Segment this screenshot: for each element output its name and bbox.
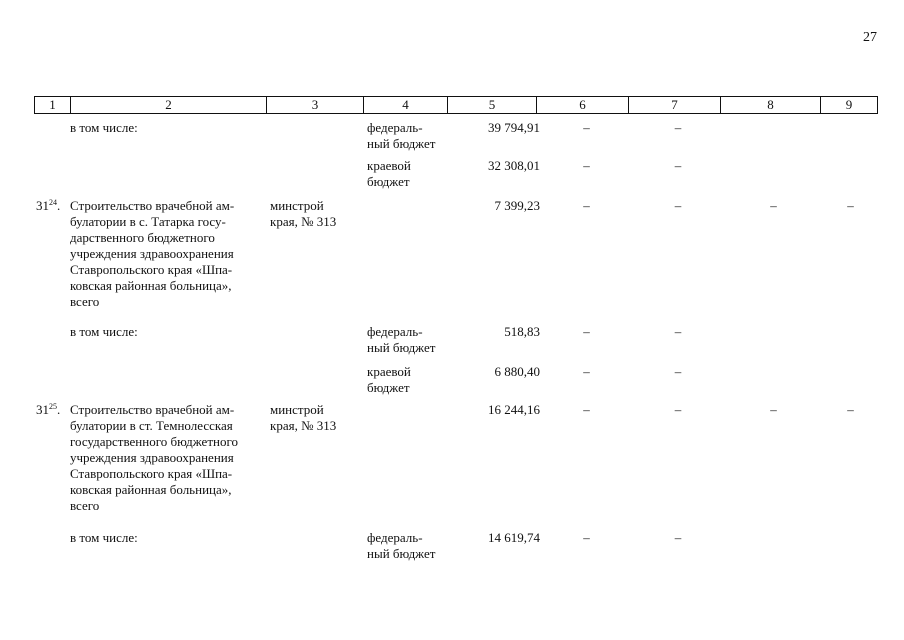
name-line: Строительство врачебной ам-	[70, 402, 235, 417]
amount: 32 308,01	[488, 158, 540, 173]
amount: 518,83	[504, 324, 540, 339]
name-line: ковская районная больница»,	[70, 482, 232, 497]
source-line: краевой	[367, 364, 411, 379]
amount: 6 880,40	[494, 364, 540, 379]
source-line: бюджет	[367, 380, 410, 395]
amount: 39 794,91	[488, 120, 540, 135]
value-c7: –	[674, 530, 682, 545]
header-col-3: 3	[267, 97, 364, 114]
value-c6: –	[583, 120, 590, 135]
value-c6: –	[583, 530, 590, 545]
row-number-dot: .	[57, 402, 61, 417]
amount: 16 244,16	[488, 402, 540, 417]
source-line: бюджет	[367, 174, 410, 189]
name-line: дарственного бюджетного	[70, 230, 215, 245]
item-name	[70, 530, 266, 546]
header-col-9: 9	[821, 97, 878, 114]
column-number-header	[34, 96, 878, 114]
value-c8: –	[770, 402, 777, 417]
row-number	[36, 402, 68, 418]
name-line: в том числе:	[70, 324, 138, 339]
name-line: всего	[70, 294, 100, 309]
row-number-superscript: 24	[49, 198, 57, 207]
value-c8: –	[770, 198, 777, 213]
value-c7: –	[674, 198, 682, 213]
value-c6: –	[583, 324, 590, 339]
value-c7: –	[674, 324, 682, 339]
executor-line: минстрой	[270, 198, 324, 213]
source-line: ный бюджет	[367, 136, 436, 151]
executor-line: края, № 313	[270, 214, 337, 229]
name-line: Ставропольского края «Шпа-	[70, 262, 233, 277]
row-number-dot: .	[57, 198, 61, 213]
amount: 14 619,74	[488, 530, 540, 545]
value-c7: –	[674, 158, 682, 173]
executor-line: минстрой	[270, 402, 324, 417]
funding-source	[367, 120, 451, 152]
name-line: ковская районная больница»,	[70, 278, 232, 293]
value-c7: –	[674, 402, 682, 417]
executor	[270, 402, 360, 434]
source-line: ный бюджет	[367, 546, 436, 561]
funding-source	[367, 364, 451, 396]
item-name	[70, 402, 266, 514]
funding-source	[367, 158, 451, 190]
header-col-1: 1	[35, 97, 71, 114]
header-col-7: 7	[629, 97, 721, 114]
name-line: в том числе:	[70, 530, 138, 545]
row-number-superscript: 25	[49, 402, 57, 411]
item-name	[70, 120, 266, 136]
name-line: Строительство врачебной ам-	[70, 198, 235, 213]
value-c6: –	[583, 402, 590, 417]
row-number-main: 31	[36, 198, 49, 213]
header-col-8: 8	[721, 97, 821, 114]
name-line: государственного бюджетного	[70, 434, 238, 449]
source-line: краевой	[367, 158, 411, 173]
name-line: в том числе:	[70, 120, 138, 135]
source-line: федераль-	[367, 120, 423, 135]
source-line: ный бюджет	[367, 340, 436, 355]
value-c6: –	[583, 158, 590, 173]
header-col-4: 4	[364, 97, 448, 114]
executor	[270, 198, 360, 230]
funding-source	[367, 324, 451, 356]
source-line: федераль-	[367, 324, 423, 339]
row-number-main: 31	[36, 402, 49, 417]
value-c6: –	[583, 198, 590, 213]
page-number: 27	[863, 30, 877, 45]
executor-line: края, № 313	[270, 418, 337, 433]
value-c7: –	[674, 120, 682, 135]
name-line: Ставропольского края «Шпа-	[70, 466, 233, 481]
amount: 7 399,23	[494, 198, 540, 213]
item-name	[70, 324, 266, 340]
header-col-5: 5	[448, 97, 537, 114]
value-c9: –	[847, 198, 854, 213]
name-line: булатории в ст. Темнолесская	[70, 418, 233, 433]
header-col-2: 2	[71, 97, 267, 114]
name-line: всего	[70, 498, 100, 513]
name-line: учреждения здравоохранения	[70, 450, 234, 465]
value-c6: –	[583, 364, 590, 379]
name-line: булатории в с. Татарка госу-	[70, 214, 226, 229]
name-line: учреждения здравоохранения	[70, 246, 234, 261]
value-c7: –	[674, 364, 682, 379]
row-number	[36, 198, 68, 214]
item-name	[70, 198, 266, 310]
value-c9: –	[847, 402, 854, 417]
funding-source	[367, 530, 451, 562]
header-col-6: 6	[537, 97, 629, 114]
source-line: федераль-	[367, 530, 423, 545]
